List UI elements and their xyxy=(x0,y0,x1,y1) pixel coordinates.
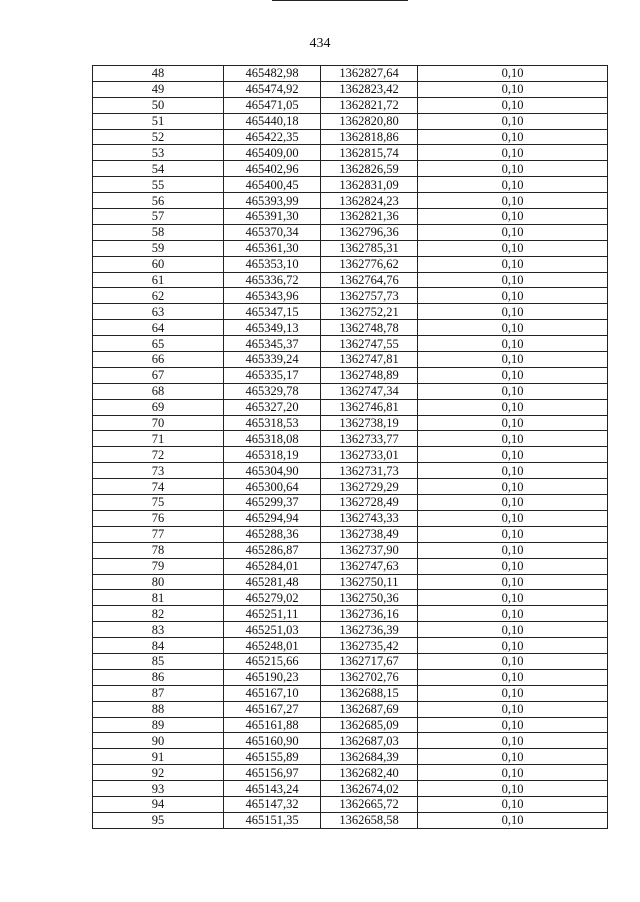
x-coordinate-cell: 465215,66 xyxy=(224,653,321,669)
point-number-cell: 77 xyxy=(93,526,224,542)
tolerance-cell: 0,10 xyxy=(418,352,608,368)
y-coordinate-cell: 1362736,16 xyxy=(321,606,418,622)
point-number-cell: 88 xyxy=(93,701,224,717)
table-row xyxy=(93,669,608,685)
x-coordinate-cell: 465353,10 xyxy=(224,256,321,272)
table-row xyxy=(93,685,608,701)
y-coordinate-cell: 1362685,09 xyxy=(321,717,418,733)
tolerance-cell: 0,10 xyxy=(418,606,608,622)
tolerance-cell: 0,10 xyxy=(418,367,608,383)
table-row xyxy=(93,812,608,828)
tolerance-cell: 0,10 xyxy=(418,177,608,193)
x-coordinate-cell: 465294,94 xyxy=(224,510,321,526)
x-coordinate-cell: 465151,35 xyxy=(224,812,321,828)
table-row xyxy=(93,590,608,606)
y-coordinate-cell: 1362687,69 xyxy=(321,701,418,717)
point-number-cell: 72 xyxy=(93,447,224,463)
tolerance-cell: 0,10 xyxy=(418,479,608,495)
x-coordinate-cell: 465279,02 xyxy=(224,590,321,606)
point-number-cell: 64 xyxy=(93,320,224,336)
table-row xyxy=(93,463,608,479)
x-coordinate-cell: 465161,88 xyxy=(224,717,321,733)
point-number-cell: 48 xyxy=(93,66,224,82)
y-coordinate-cell: 1362815,74 xyxy=(321,145,418,161)
y-coordinate-cell: 1362831,09 xyxy=(321,177,418,193)
x-coordinate-cell: 465409,00 xyxy=(224,145,321,161)
x-coordinate-cell: 465155,89 xyxy=(224,749,321,765)
y-coordinate-cell: 1362820,80 xyxy=(321,113,418,129)
y-coordinate-cell: 1362733,01 xyxy=(321,447,418,463)
table-row xyxy=(93,304,608,320)
point-number-cell: 73 xyxy=(93,463,224,479)
table-row xyxy=(93,447,608,463)
y-coordinate-cell: 1362747,34 xyxy=(321,383,418,399)
y-coordinate-cell: 1362747,63 xyxy=(321,558,418,574)
x-coordinate-cell: 465299,37 xyxy=(224,495,321,511)
y-coordinate-cell: 1362702,76 xyxy=(321,669,418,685)
tolerance-cell: 0,10 xyxy=(418,542,608,558)
coordinates-table-body xyxy=(93,66,608,829)
x-coordinate-cell: 465339,24 xyxy=(224,352,321,368)
tolerance-cell: 0,10 xyxy=(418,717,608,733)
x-coordinate-cell: 465482,98 xyxy=(224,66,321,82)
table-row xyxy=(93,796,608,812)
x-coordinate-cell: 465336,72 xyxy=(224,272,321,288)
y-coordinate-cell: 1362688,15 xyxy=(321,685,418,701)
point-number-cell: 56 xyxy=(93,193,224,209)
y-coordinate-cell: 1362748,89 xyxy=(321,367,418,383)
table-row xyxy=(93,177,608,193)
x-coordinate-cell: 465288,36 xyxy=(224,526,321,542)
table-row xyxy=(93,781,608,797)
tolerance-cell: 0,10 xyxy=(418,129,608,145)
table-row xyxy=(93,272,608,288)
point-number-cell: 67 xyxy=(93,367,224,383)
point-number-cell: 60 xyxy=(93,256,224,272)
y-coordinate-cell: 1362785,31 xyxy=(321,240,418,256)
y-coordinate-cell: 1362823,42 xyxy=(321,81,418,97)
tolerance-cell: 0,10 xyxy=(418,463,608,479)
x-coordinate-cell: 465190,23 xyxy=(224,669,321,685)
tolerance-cell: 0,10 xyxy=(418,574,608,590)
y-coordinate-cell: 1362729,29 xyxy=(321,479,418,495)
tolerance-cell: 0,10 xyxy=(418,97,608,113)
tolerance-cell: 0,10 xyxy=(418,161,608,177)
y-coordinate-cell: 1362821,72 xyxy=(321,97,418,113)
point-number-cell: 50 xyxy=(93,97,224,113)
table-row xyxy=(93,558,608,574)
tolerance-cell: 0,10 xyxy=(418,224,608,240)
point-number-cell: 94 xyxy=(93,796,224,812)
tolerance-cell: 0,10 xyxy=(418,796,608,812)
top-rule xyxy=(272,0,408,1)
x-coordinate-cell: 465248,01 xyxy=(224,638,321,654)
x-coordinate-cell: 465422,35 xyxy=(224,129,321,145)
y-coordinate-cell: 1362743,33 xyxy=(321,510,418,526)
y-coordinate-cell: 1362738,49 xyxy=(321,526,418,542)
point-number-cell: 53 xyxy=(93,145,224,161)
point-number-cell: 58 xyxy=(93,224,224,240)
x-coordinate-cell: 465393,99 xyxy=(224,193,321,209)
x-coordinate-cell: 465400,45 xyxy=(224,177,321,193)
point-number-cell: 59 xyxy=(93,240,224,256)
x-coordinate-cell: 465300,64 xyxy=(224,479,321,495)
coordinates-table xyxy=(92,65,608,829)
y-coordinate-cell: 1362728,49 xyxy=(321,495,418,511)
point-number-cell: 71 xyxy=(93,431,224,447)
x-coordinate-cell: 465318,19 xyxy=(224,447,321,463)
y-coordinate-cell: 1362731,73 xyxy=(321,463,418,479)
table-row xyxy=(93,717,608,733)
x-coordinate-cell: 465471,05 xyxy=(224,97,321,113)
y-coordinate-cell: 1362746,81 xyxy=(321,399,418,415)
tolerance-cell: 0,10 xyxy=(418,447,608,463)
table-row xyxy=(93,765,608,781)
table-row xyxy=(93,638,608,654)
point-number-cell: 79 xyxy=(93,558,224,574)
tolerance-cell: 0,10 xyxy=(418,288,608,304)
x-coordinate-cell: 465345,37 xyxy=(224,336,321,352)
point-number-cell: 74 xyxy=(93,479,224,495)
tolerance-cell: 0,10 xyxy=(418,622,608,638)
table-row xyxy=(93,224,608,240)
x-coordinate-cell: 465281,48 xyxy=(224,574,321,590)
tolerance-cell: 0,10 xyxy=(418,638,608,654)
point-number-cell: 87 xyxy=(93,685,224,701)
table-row xyxy=(93,161,608,177)
y-coordinate-cell: 1362776,62 xyxy=(321,256,418,272)
table-row xyxy=(93,653,608,669)
y-coordinate-cell: 1362821,36 xyxy=(321,209,418,225)
tolerance-cell: 0,10 xyxy=(418,431,608,447)
x-coordinate-cell: 465156,97 xyxy=(224,765,321,781)
table-row xyxy=(93,145,608,161)
tolerance-cell: 0,10 xyxy=(418,320,608,336)
x-coordinate-cell: 465318,53 xyxy=(224,415,321,431)
y-coordinate-cell: 1362824,23 xyxy=(321,193,418,209)
point-number-cell: 52 xyxy=(93,129,224,145)
x-coordinate-cell: 465440,18 xyxy=(224,113,321,129)
table-row xyxy=(93,733,608,749)
tolerance-cell: 0,10 xyxy=(418,733,608,749)
point-number-cell: 70 xyxy=(93,415,224,431)
table-row xyxy=(93,749,608,765)
point-number-cell: 90 xyxy=(93,733,224,749)
point-number-cell: 61 xyxy=(93,272,224,288)
point-number-cell: 62 xyxy=(93,288,224,304)
y-coordinate-cell: 1362827,64 xyxy=(321,66,418,82)
table-row xyxy=(93,367,608,383)
point-number-cell: 57 xyxy=(93,209,224,225)
tolerance-cell: 0,10 xyxy=(418,590,608,606)
table-row xyxy=(93,526,608,542)
point-number-cell: 63 xyxy=(93,304,224,320)
y-coordinate-cell: 1362747,55 xyxy=(321,336,418,352)
tolerance-cell: 0,10 xyxy=(418,209,608,225)
x-coordinate-cell: 465474,92 xyxy=(224,81,321,97)
table-row xyxy=(93,542,608,558)
tolerance-cell: 0,10 xyxy=(418,272,608,288)
point-number-cell: 81 xyxy=(93,590,224,606)
point-number-cell: 78 xyxy=(93,542,224,558)
x-coordinate-cell: 465304,90 xyxy=(224,463,321,479)
x-coordinate-cell: 465251,11 xyxy=(224,606,321,622)
x-coordinate-cell: 465370,34 xyxy=(224,224,321,240)
point-number-cell: 54 xyxy=(93,161,224,177)
y-coordinate-cell: 1362674,02 xyxy=(321,781,418,797)
x-coordinate-cell: 465167,10 xyxy=(224,685,321,701)
x-coordinate-cell: 465167,27 xyxy=(224,701,321,717)
y-coordinate-cell: 1362750,11 xyxy=(321,574,418,590)
table-row xyxy=(93,479,608,495)
tolerance-cell: 0,10 xyxy=(418,383,608,399)
table-row xyxy=(93,97,608,113)
point-number-cell: 80 xyxy=(93,574,224,590)
point-number-cell: 82 xyxy=(93,606,224,622)
table-row xyxy=(93,701,608,717)
x-coordinate-cell: 465327,20 xyxy=(224,399,321,415)
y-coordinate-cell: 1362658,58 xyxy=(321,812,418,828)
table-row xyxy=(93,399,608,415)
point-number-cell: 49 xyxy=(93,81,224,97)
tolerance-cell: 0,10 xyxy=(418,510,608,526)
tolerance-cell: 0,10 xyxy=(418,240,608,256)
x-coordinate-cell: 465286,87 xyxy=(224,542,321,558)
table-row xyxy=(93,66,608,82)
y-coordinate-cell: 1362737,90 xyxy=(321,542,418,558)
tolerance-cell: 0,10 xyxy=(418,256,608,272)
table-row xyxy=(93,240,608,256)
tolerance-cell: 0,10 xyxy=(418,193,608,209)
point-number-cell: 89 xyxy=(93,717,224,733)
y-coordinate-cell: 1362682,40 xyxy=(321,765,418,781)
point-number-cell: 95 xyxy=(93,812,224,828)
x-coordinate-cell: 465329,78 xyxy=(224,383,321,399)
page-number: 434 xyxy=(309,36,331,51)
table-row xyxy=(93,352,608,368)
y-coordinate-cell: 1362736,39 xyxy=(321,622,418,638)
y-coordinate-cell: 1362747,81 xyxy=(321,352,418,368)
x-coordinate-cell: 465402,96 xyxy=(224,161,321,177)
table-row xyxy=(93,495,608,511)
table-row xyxy=(93,209,608,225)
tolerance-cell: 0,10 xyxy=(418,336,608,352)
point-number-cell: 93 xyxy=(93,781,224,797)
tolerance-cell: 0,10 xyxy=(418,669,608,685)
table-row xyxy=(93,288,608,304)
point-number-cell: 68 xyxy=(93,383,224,399)
x-coordinate-cell: 465143,24 xyxy=(224,781,321,797)
point-number-cell: 69 xyxy=(93,399,224,415)
y-coordinate-cell: 1362684,39 xyxy=(321,749,418,765)
table-row xyxy=(93,336,608,352)
tolerance-cell: 0,10 xyxy=(418,66,608,82)
table-row xyxy=(93,415,608,431)
y-coordinate-cell: 1362752,21 xyxy=(321,304,418,320)
tolerance-cell: 0,10 xyxy=(418,495,608,511)
x-coordinate-cell: 465251,03 xyxy=(224,622,321,638)
y-coordinate-cell: 1362826,59 xyxy=(321,161,418,177)
y-coordinate-cell: 1362796,36 xyxy=(321,224,418,240)
tolerance-cell: 0,10 xyxy=(418,113,608,129)
y-coordinate-cell: 1362665,72 xyxy=(321,796,418,812)
tolerance-cell: 0,10 xyxy=(418,765,608,781)
tolerance-cell: 0,10 xyxy=(418,81,608,97)
table-row xyxy=(93,574,608,590)
table-row xyxy=(93,510,608,526)
table-row xyxy=(93,81,608,97)
point-number-cell: 75 xyxy=(93,495,224,511)
y-coordinate-cell: 1362750,36 xyxy=(321,590,418,606)
x-coordinate-cell: 465343,96 xyxy=(224,288,321,304)
point-number-cell: 66 xyxy=(93,352,224,368)
table-row xyxy=(93,113,608,129)
table-row xyxy=(93,320,608,336)
table-row xyxy=(93,129,608,145)
point-number-cell: 91 xyxy=(93,749,224,765)
tolerance-cell: 0,10 xyxy=(418,812,608,828)
x-coordinate-cell: 465318,08 xyxy=(224,431,321,447)
x-coordinate-cell: 465147,32 xyxy=(224,796,321,812)
tolerance-cell: 0,10 xyxy=(418,415,608,431)
table-row xyxy=(93,431,608,447)
y-coordinate-cell: 1362735,42 xyxy=(321,638,418,654)
x-coordinate-cell: 465347,15 xyxy=(224,304,321,320)
point-number-cell: 86 xyxy=(93,669,224,685)
x-coordinate-cell: 465335,17 xyxy=(224,367,321,383)
point-number-cell: 65 xyxy=(93,336,224,352)
tolerance-cell: 0,10 xyxy=(418,781,608,797)
x-coordinate-cell: 465349,13 xyxy=(224,320,321,336)
y-coordinate-cell: 1362717,67 xyxy=(321,653,418,669)
x-coordinate-cell: 465160,90 xyxy=(224,733,321,749)
tolerance-cell: 0,10 xyxy=(418,685,608,701)
x-coordinate-cell: 465361,30 xyxy=(224,240,321,256)
y-coordinate-cell: 1362733,77 xyxy=(321,431,418,447)
tolerance-cell: 0,10 xyxy=(418,399,608,415)
point-number-cell: 83 xyxy=(93,622,224,638)
point-number-cell: 55 xyxy=(93,177,224,193)
table-row xyxy=(93,256,608,272)
point-number-cell: 84 xyxy=(93,638,224,654)
table-row xyxy=(93,383,608,399)
tolerance-cell: 0,10 xyxy=(418,749,608,765)
point-number-cell: 76 xyxy=(93,510,224,526)
table-row xyxy=(93,606,608,622)
tolerance-cell: 0,10 xyxy=(418,304,608,320)
tolerance-cell: 0,10 xyxy=(418,145,608,161)
y-coordinate-cell: 1362687,03 xyxy=(321,733,418,749)
tolerance-cell: 0,10 xyxy=(418,653,608,669)
point-number-cell: 51 xyxy=(93,113,224,129)
point-number-cell: 85 xyxy=(93,653,224,669)
tolerance-cell: 0,10 xyxy=(418,701,608,717)
y-coordinate-cell: 1362748,78 xyxy=(321,320,418,336)
y-coordinate-cell: 1362738,19 xyxy=(321,415,418,431)
tolerance-cell: 0,10 xyxy=(418,558,608,574)
x-coordinate-cell: 465391,30 xyxy=(224,209,321,225)
y-coordinate-cell: 1362764,76 xyxy=(321,272,418,288)
y-coordinate-cell: 1362757,73 xyxy=(321,288,418,304)
y-coordinate-cell: 1362818,86 xyxy=(321,129,418,145)
table-row xyxy=(93,193,608,209)
tolerance-cell: 0,10 xyxy=(418,526,608,542)
table-row xyxy=(93,622,608,638)
x-coordinate-cell: 465284,01 xyxy=(224,558,321,574)
point-number-cell: 92 xyxy=(93,765,224,781)
